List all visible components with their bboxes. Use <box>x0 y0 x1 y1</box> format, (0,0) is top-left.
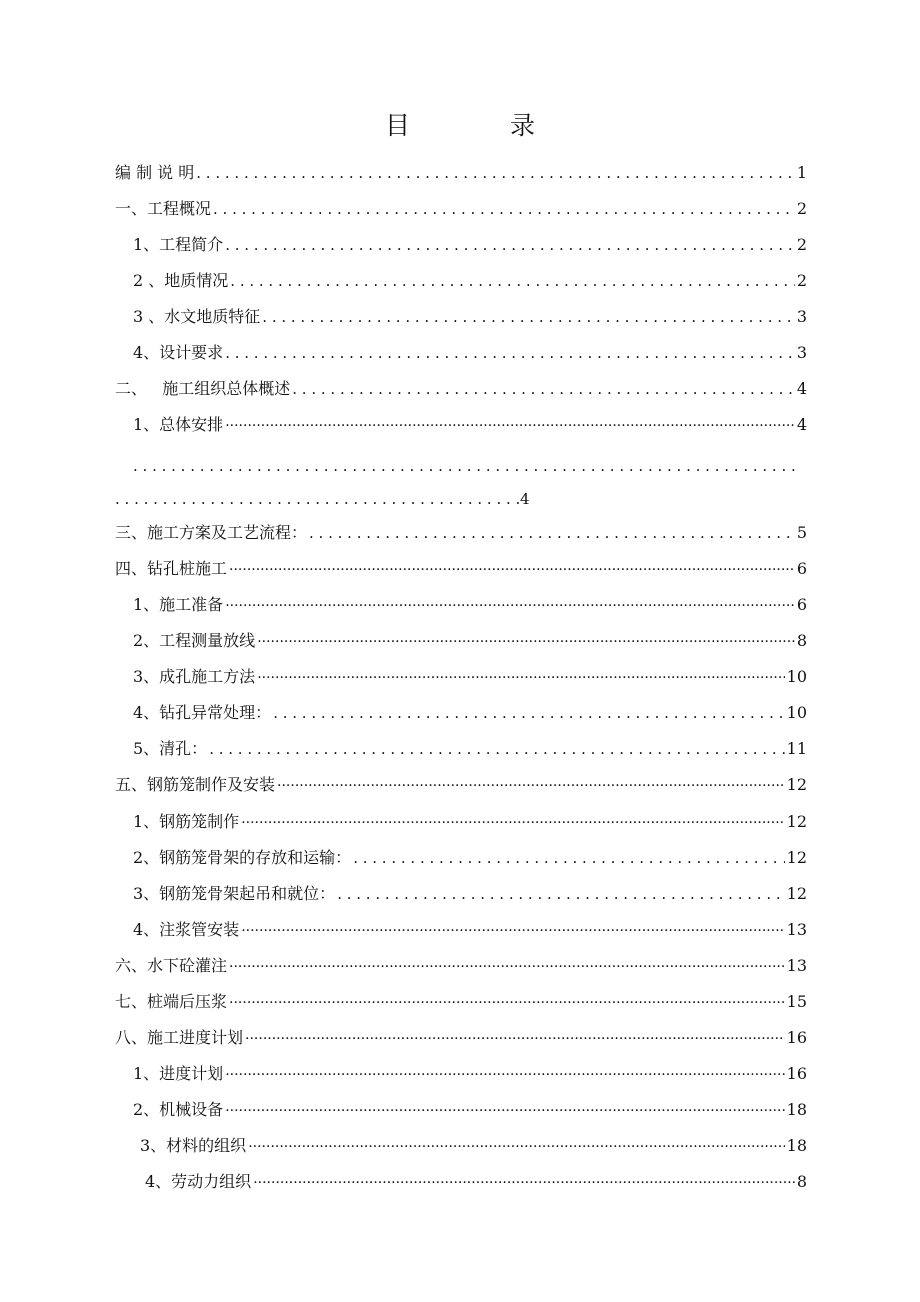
toc-entry[interactable] <box>133 665 807 689</box>
toc-entry[interactable] <box>115 521 807 545</box>
toc-entry-label: 一、工程概况 <box>115 199 212 218</box>
toc-page-number: 2 <box>796 271 807 290</box>
toc-entry-label: 六、水下砼灌注 <box>115 956 228 975</box>
toc-page-number: 8 <box>796 631 807 650</box>
toc-entry[interactable] <box>133 810 807 834</box>
dot-leader <box>248 1134 784 1159</box>
toc-entry[interactable] <box>115 990 807 1014</box>
dot-leader <box>309 521 795 545</box>
toc-entry[interactable] <box>133 305 807 329</box>
toc-entry-label: 七、桩端后压浆 <box>115 992 228 1011</box>
toc-entry[interactable] <box>133 269 807 293</box>
toc-entry[interactable] <box>115 377 807 401</box>
toc-entry[interactable] <box>115 557 807 581</box>
toc-entry-label: 2、机械设备 <box>133 1100 224 1119</box>
toc-page-number: 4 <box>796 415 807 434</box>
title-char-1: 目 <box>384 111 410 140</box>
dot-leader <box>225 593 795 618</box>
toc-page-number: 4 <box>796 379 807 398</box>
toc-page-number: 5 <box>796 523 807 542</box>
toc-entry-label: 1、进度计划 <box>133 1064 224 1083</box>
toc-entry-label: 三、施工方案及工艺流程： <box>115 523 308 542</box>
dot-leader <box>229 557 795 582</box>
dot-leader <box>213 197 795 221</box>
toc-page-number: 12 <box>786 775 807 794</box>
toc-entry[interactable] <box>133 1098 807 1122</box>
toc-entry[interactable] <box>133 593 807 617</box>
toc-page-number: 2 <box>796 199 807 218</box>
toc-page-number: 16 <box>786 1028 807 1047</box>
dot-leader <box>245 1026 785 1051</box>
dot-leader <box>230 269 795 293</box>
toc-entry[interactable] <box>115 197 807 221</box>
toc-page-number: 18 <box>786 1136 807 1155</box>
dot-leader <box>241 918 784 943</box>
toc-entry-label: 4、设计要求 <box>133 343 224 362</box>
toc-page-number: 12 <box>786 884 807 903</box>
toc-page-number: 10 <box>786 703 807 722</box>
toc-page-number: 10 <box>786 667 807 686</box>
toc-page-number: 12 <box>786 848 807 867</box>
toc-entry[interactable] <box>115 1026 807 1050</box>
dot-leader <box>209 737 784 761</box>
toc-entry[interactable] <box>145 1170 807 1194</box>
toc-entry-label: 2 、地质情况 <box>133 271 229 290</box>
toc-entry[interactable] <box>133 413 807 437</box>
toc-page-number: 2 <box>796 235 807 254</box>
toc-page-number: 3 <box>796 307 807 326</box>
toc-entry[interactable] <box>133 737 807 761</box>
dot-leader <box>225 233 795 257</box>
toc-entry-label: 3、钢筋笼骨架起吊和就位： <box>133 884 336 903</box>
page-title <box>0 106 920 142</box>
toc-entry[interactable] <box>133 918 807 942</box>
toc-entry-label: 4、注浆管安装 <box>133 920 240 939</box>
toc-page-number: 4 <box>520 490 530 508</box>
toc-page-number: 16 <box>786 1064 807 1083</box>
toc-entry-label: 四、钻孔桩施工 <box>115 559 228 578</box>
dot-leader <box>229 990 785 1015</box>
toc-entry-label: 1、钢筋笼制作 <box>133 812 240 831</box>
toc-entry[interactable] <box>140 1134 807 1158</box>
toc-entry[interactable] <box>115 954 807 978</box>
toc-page-number: 1 <box>796 163 807 182</box>
title-char-2: 录 <box>510 111 536 140</box>
toc-entry[interactable] <box>133 341 807 365</box>
dot-leader <box>253 1170 795 1195</box>
toc-page-number: 13 <box>786 956 807 975</box>
dot-leader <box>196 161 795 185</box>
dot-leader <box>337 882 784 906</box>
toc-entry[interactable] <box>115 161 807 185</box>
toc-entry[interactable] <box>133 1062 807 1086</box>
toc-entry-label: 1、总体安排 <box>133 415 224 434</box>
toc-page-number: 13 <box>786 920 807 939</box>
dot-leader <box>277 773 785 798</box>
dot-leader <box>257 665 784 690</box>
toc-entry-label: 3 、水文地质特征 <box>133 307 261 326</box>
dot-leader <box>257 629 795 654</box>
toc-page-number: 6 <box>796 595 807 614</box>
toc-entry[interactable] <box>115 773 807 797</box>
toc-entry[interactable] <box>115 487 530 511</box>
toc-entry-label: 3、成孔施工方法 <box>133 667 256 686</box>
dot-leader <box>225 413 795 438</box>
toc-entry-label: 八、施工进度计划 <box>115 1028 244 1047</box>
toc-page-number: 8 <box>796 1172 807 1191</box>
toc-entry-label: 1、工程简介 <box>133 235 224 254</box>
toc-entry-label: 编 制 说 明 <box>115 163 195 182</box>
toc-page-number: 6 <box>796 559 807 578</box>
dot-leader <box>262 305 795 329</box>
toc-entry[interactable] <box>133 629 807 653</box>
toc-entry-label: 3、材料的组织 <box>140 1136 247 1155</box>
toc-page-number: 12 <box>786 812 807 831</box>
dot-leader <box>292 377 795 401</box>
dot-leader <box>229 954 785 979</box>
dot-leader <box>353 846 784 870</box>
toc-entry-label: 4、钻孔异常处理： <box>133 703 272 722</box>
toc-entry-label: 2、钢筋笼骨架的存放和运输： <box>133 848 352 867</box>
toc-entry-label: 2、工程测量放线 <box>133 631 256 650</box>
toc-page-number: 15 <box>786 992 807 1011</box>
dot-leader <box>273 701 784 725</box>
dot-leader <box>225 341 795 365</box>
toc-entry[interactable] <box>133 846 807 870</box>
toc-page-number: 18 <box>786 1100 807 1119</box>
dot-leader <box>225 1098 784 1123</box>
dot-leader <box>225 1062 784 1087</box>
dot-leader <box>241 810 784 835</box>
toc-entry-label: 4、劳动力组织 <box>145 1172 252 1191</box>
toc-entry[interactable] <box>133 233 807 257</box>
dot-leader-line <box>133 454 797 478</box>
toc-page-number: 11 <box>786 739 807 758</box>
toc-entry-label: 1、施工准备 <box>133 595 224 614</box>
toc-entry-label: 二、 施工组织总体概述 <box>115 379 291 398</box>
toc-entry-label: 5、清孔： <box>133 739 208 758</box>
dot-leader <box>115 487 520 511</box>
toc-page-number: 3 <box>796 343 807 362</box>
toc-entry[interactable] <box>133 701 807 725</box>
toc-entry[interactable] <box>133 882 807 906</box>
toc-entry-label: 五、钢筋笼制作及安装 <box>115 775 276 794</box>
